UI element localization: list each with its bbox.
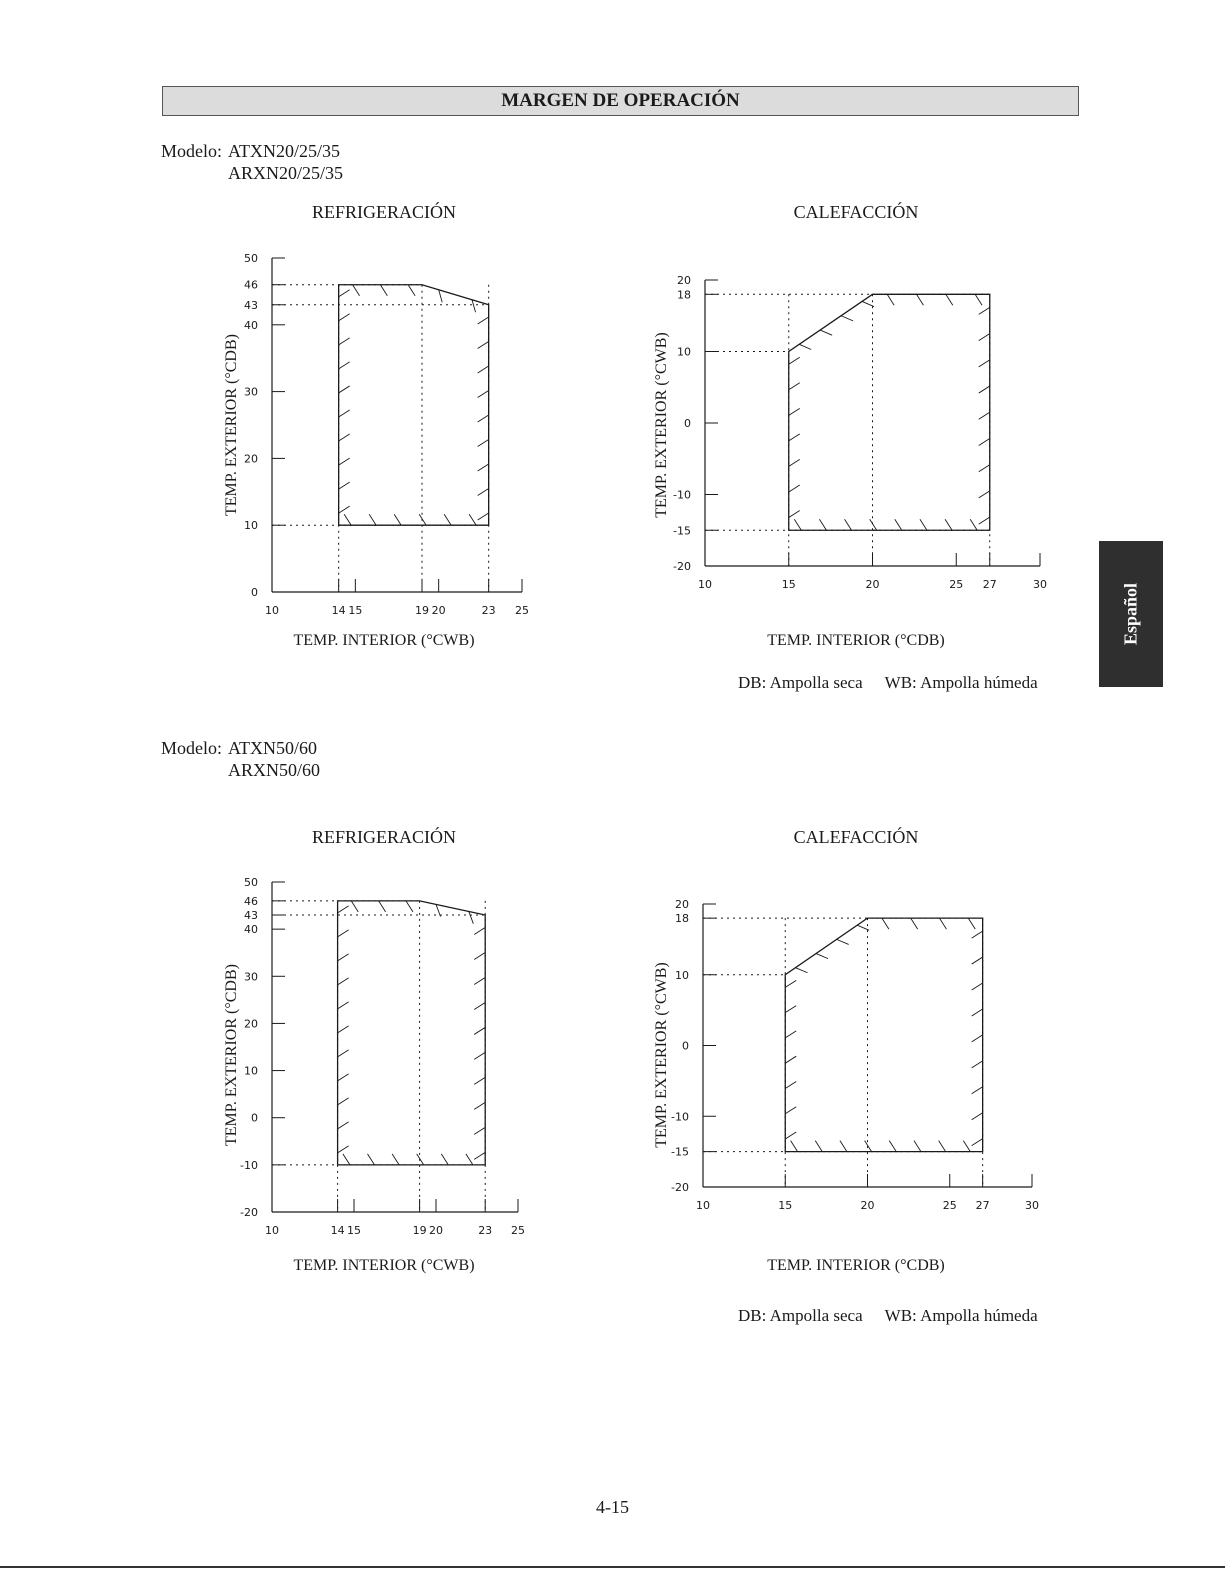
y-tick-label: -15 (673, 524, 691, 538)
hatch-mark (968, 918, 975, 929)
legend-db: DB: Ampolla seca (738, 673, 863, 692)
hatch-mark (785, 1132, 796, 1139)
x-tick-label: 23 (481, 604, 496, 617)
x-tick-label: 20 (860, 1199, 875, 1212)
model-label: Modelo: (161, 141, 222, 161)
hatch-mark (979, 517, 990, 524)
xlabel-heating-2: TEMP. INTERIOR (°CDB) (767, 1257, 945, 1274)
y-tick-label: 0 (684, 417, 691, 430)
x-tick-label: 14 (330, 1224, 345, 1237)
legend-wb: WB: Ampolla húmeda (884, 1306, 1038, 1325)
hatch-mark (945, 519, 952, 530)
hatch-mark (338, 954, 349, 961)
model-label: Modelo: (161, 738, 222, 758)
y-tick-label: 20 (677, 274, 691, 287)
xlabel-cooling-1: TEMP. INTERIOR (°CWB) (293, 632, 475, 649)
hatch-mark (339, 386, 350, 393)
hatch-mark (979, 412, 990, 419)
hatch-mark (338, 1098, 349, 1105)
y-tick-label: 46 (244, 278, 258, 292)
hatch-mark (799, 344, 811, 349)
hatch-mark (419, 514, 426, 525)
hatch-mark (353, 285, 360, 296)
x-tick-label: 25 (515, 604, 529, 617)
hatch-mark (338, 1026, 349, 1033)
hatch-mark (979, 307, 990, 314)
hatch-mark (972, 1035, 983, 1042)
y-tick-label: -10 (673, 488, 691, 502)
hatch-mark (972, 1139, 983, 1146)
language-tab (1099, 541, 1163, 687)
y-tick-label: 10 (244, 519, 258, 533)
hatch-mark (344, 514, 351, 525)
hatch-mark (478, 513, 489, 520)
hatch-mark (339, 434, 350, 441)
x-tick-label: 10 (265, 604, 279, 617)
hatch-mark (338, 1146, 349, 1153)
x-tick-label: 20 (429, 1224, 443, 1237)
hatch-mark (840, 1141, 847, 1152)
y-tick-label: 30 (244, 385, 258, 399)
hatch-mark (914, 1141, 921, 1152)
hatch-mark (785, 1031, 796, 1038)
xlabel-cooling-2: TEMP. INTERIOR (°CWB) (293, 1257, 475, 1274)
x-tick-label: 10 (698, 578, 712, 591)
hatch-mark (478, 488, 489, 495)
hatch-mark (339, 290, 350, 297)
hatch-mark (785, 1081, 796, 1088)
hatch-mark (895, 519, 902, 530)
hatch-mark (972, 957, 983, 964)
hatch-mark (882, 918, 889, 929)
hatch-mark (339, 338, 350, 345)
x-tick-label: 20 (865, 578, 880, 591)
hatch-mark (339, 314, 350, 321)
y-tick-label: 0 (251, 586, 258, 599)
page-title: MARGEN DE OPERACIÓN (162, 86, 1079, 116)
hatch-mark (920, 519, 927, 530)
hatch-mark (474, 1027, 485, 1034)
hatch-mark (478, 366, 489, 373)
hatch-mark (394, 514, 401, 525)
operating-region (338, 901, 486, 1165)
hatch-mark (338, 906, 349, 913)
hatch-mark (785, 1107, 796, 1114)
hatch-mark (474, 1102, 485, 1109)
hatch-mark (845, 519, 852, 530)
hatch-mark (975, 294, 982, 305)
hatch-mark (474, 977, 485, 984)
bottom-rule (0, 1566, 1225, 1568)
x-tick-label: 14 (331, 604, 346, 617)
chart-title-cooling-2: REFRIGERACIÓN (311, 827, 456, 847)
hatch-mark (972, 1113, 983, 1120)
hatch-mark (478, 317, 489, 324)
hatch-mark (889, 1141, 896, 1152)
hatch-mark (392, 1154, 399, 1165)
hatch-mark (338, 1122, 349, 1129)
y-tick-label: 20 (244, 1017, 258, 1031)
hatch-mark (478, 390, 489, 397)
hatch-mark (972, 1009, 983, 1016)
y-tick-label: 0 (682, 1039, 689, 1053)
x-tick-label: 15 (347, 1224, 361, 1237)
hatch-mark (841, 316, 853, 321)
hatch-mark (439, 290, 443, 303)
hatch-mark (343, 1154, 350, 1165)
model-block-2 (161, 737, 320, 781)
y-tick-label: 18 (677, 288, 691, 302)
y-tick-label: 20 (244, 452, 258, 466)
hatch-mark (979, 334, 990, 341)
hatch-mark (972, 931, 983, 938)
hatch-mark (338, 978, 349, 985)
y-axis-label: TEMP. EXTERIOR (°CDB) (223, 964, 240, 1146)
y-tick-label: 40 (244, 923, 258, 937)
hatch-mark (870, 519, 877, 530)
y-tick-label: -10 (240, 1158, 258, 1172)
hatch-mark (796, 968, 808, 973)
hatch-mark (478, 342, 489, 349)
hatch-mark (789, 383, 800, 390)
hatch-mark (946, 294, 953, 305)
language-tab-label: Español (1120, 582, 1141, 646)
hatch-mark (837, 939, 849, 944)
hatch-mark (972, 1061, 983, 1068)
hatch-mark (339, 410, 350, 417)
hatch-mark (474, 1077, 485, 1084)
x-tick-label: 25 (942, 1199, 957, 1212)
hatch-mark (441, 1154, 448, 1165)
hatch-mark (339, 482, 350, 489)
hatch-mark (466, 1154, 473, 1165)
hatch-mark (887, 294, 894, 305)
hatch-mark (369, 514, 376, 525)
legend-db: DB: Ampolla seca (738, 1306, 863, 1325)
hatch-mark (380, 285, 387, 296)
hatch-mark (474, 927, 485, 934)
hatch-mark (474, 1052, 485, 1059)
hatch-mark (791, 1141, 798, 1152)
x-tick-label: 10 (696, 1199, 710, 1212)
x-tick-label: 25 (511, 1224, 525, 1237)
y-tick-label: 43 (244, 909, 258, 922)
y-tick-label: 18 (675, 912, 689, 926)
hatch-mark (408, 285, 415, 296)
hatch-mark (338, 930, 349, 937)
y-tick-label: 50 (244, 252, 258, 265)
hatch-mark (789, 510, 800, 517)
hatch-mark (368, 1154, 375, 1165)
x-tick-label: 23 (478, 1224, 493, 1237)
x-tick-label: 30 (1033, 578, 1047, 591)
hatch-mark (379, 901, 386, 912)
hatch-mark (339, 506, 350, 513)
y-tick-label: 46 (244, 894, 258, 908)
operating-region (339, 285, 489, 525)
model-line-2: ARXN20/25/35 (228, 163, 344, 183)
hatch-mark (789, 408, 800, 415)
hatch-mark (474, 1002, 485, 1009)
x-tick-label: 27 (982, 578, 997, 591)
hatch-mark (785, 1056, 796, 1063)
hatch-mark (819, 519, 826, 530)
hatch-mark (815, 1141, 822, 1152)
hatch-mark (939, 918, 946, 929)
hatch-mark (351, 901, 358, 912)
y-tick-label: 0 (251, 1111, 258, 1125)
y-axis-label: TEMP. EXTERIOR (°CDB) (223, 334, 240, 516)
hatch-mark (865, 1141, 872, 1152)
hatch-mark (436, 904, 441, 916)
x-tick-label: 27 (975, 1199, 990, 1212)
hatch-mark (406, 901, 413, 912)
y-tick-label: 10 (677, 345, 691, 359)
hatch-mark (939, 1141, 946, 1152)
hatch-mark (789, 357, 800, 364)
y-tick-label: 40 (244, 318, 258, 332)
hatch-mark (979, 386, 990, 393)
hatch-mark (444, 514, 451, 525)
page-number: 4-15 (596, 1497, 629, 1517)
xlabel-heating-1: TEMP. INTERIOR (°CDB) (767, 632, 945, 649)
chart-title-heating-2: CALEFACCIÓN (793, 827, 919, 847)
hatch-mark (820, 330, 832, 335)
y-tick-label: -20 (240, 1206, 258, 1219)
legend-wb: WB: Ampolla húmeda (884, 673, 1038, 692)
hatch-mark (338, 1074, 349, 1081)
hatch-mark (789, 434, 800, 441)
x-tick-label: 20 (431, 604, 446, 617)
hatch-mark (478, 415, 489, 422)
hatch-mark (469, 514, 476, 525)
y-tick-label: 43 (244, 298, 258, 312)
chart-title-cooling-1: REFRIGERACIÓN (311, 202, 456, 222)
y-tick-label: -15 (671, 1145, 689, 1159)
x-tick-label: 15 (781, 578, 796, 591)
y-tick-label: -20 (673, 560, 691, 573)
x-tick-label: 19 (412, 1224, 427, 1237)
x-tick-label: 25 (949, 578, 964, 591)
hatch-mark (979, 491, 990, 498)
x-tick-label: 19 (415, 604, 429, 617)
hatch-mark (979, 360, 990, 367)
hatch-mark (417, 1154, 424, 1165)
y-tick-label: 30 (244, 970, 258, 984)
hatch-mark (816, 954, 828, 959)
hatch-mark (338, 1050, 349, 1057)
hatch-mark (785, 1006, 796, 1013)
y-tick-label: -20 (671, 1181, 689, 1194)
hatch-mark (794, 519, 801, 530)
legend-1 (738, 673, 1038, 693)
y-tick-label: 50 (244, 876, 258, 889)
x-tick-label: 10 (265, 1224, 279, 1237)
hatch-mark (970, 519, 977, 530)
hatch-mark (972, 1087, 983, 1094)
operating-region (785, 918, 982, 1151)
hatch-mark (785, 980, 796, 987)
hatch-mark (469, 911, 474, 923)
legend-2 (738, 1306, 1038, 1326)
hatch-mark (474, 1127, 485, 1134)
chart-title-heating-1: CALEFACCIÓN (793, 202, 919, 222)
hatch-mark (339, 458, 350, 465)
operating-region (789, 294, 990, 530)
y-tick-label: 10 (675, 968, 689, 982)
hatch-mark (972, 983, 983, 990)
hatch-mark (472, 300, 476, 313)
hatch-mark (478, 464, 489, 471)
x-tick-label: 30 (1025, 1199, 1039, 1212)
hatch-mark (478, 439, 489, 446)
model-line-1: ATXN20/25/35 (228, 141, 340, 161)
x-tick-label: 15 (778, 1199, 793, 1212)
hatch-mark (474, 952, 485, 959)
hatch-mark (339, 362, 350, 369)
y-tick-label: -10 (671, 1110, 689, 1124)
x-tick-label: 15 (348, 604, 363, 617)
hatch-mark (911, 918, 918, 929)
hatch-mark (963, 1141, 970, 1152)
hatch-mark (338, 1002, 349, 1009)
hatch-mark (474, 1152, 485, 1159)
hatch-mark (979, 465, 990, 472)
model-line-2: ARXN50/60 (228, 760, 321, 780)
hatch-mark (789, 459, 800, 466)
y-tick-label: 20 (675, 898, 689, 911)
hatch-mark (916, 294, 923, 305)
hatch-mark (789, 485, 800, 492)
model-line-1: ATXN50/60 (228, 738, 317, 758)
y-axis-label: TEMP. EXTERIOR (°CWB) (653, 332, 670, 518)
hatch-mark (979, 438, 990, 445)
y-axis-label: TEMP. EXTERIOR (°CWB) (653, 962, 670, 1148)
y-tick-label: 10 (244, 1064, 258, 1078)
